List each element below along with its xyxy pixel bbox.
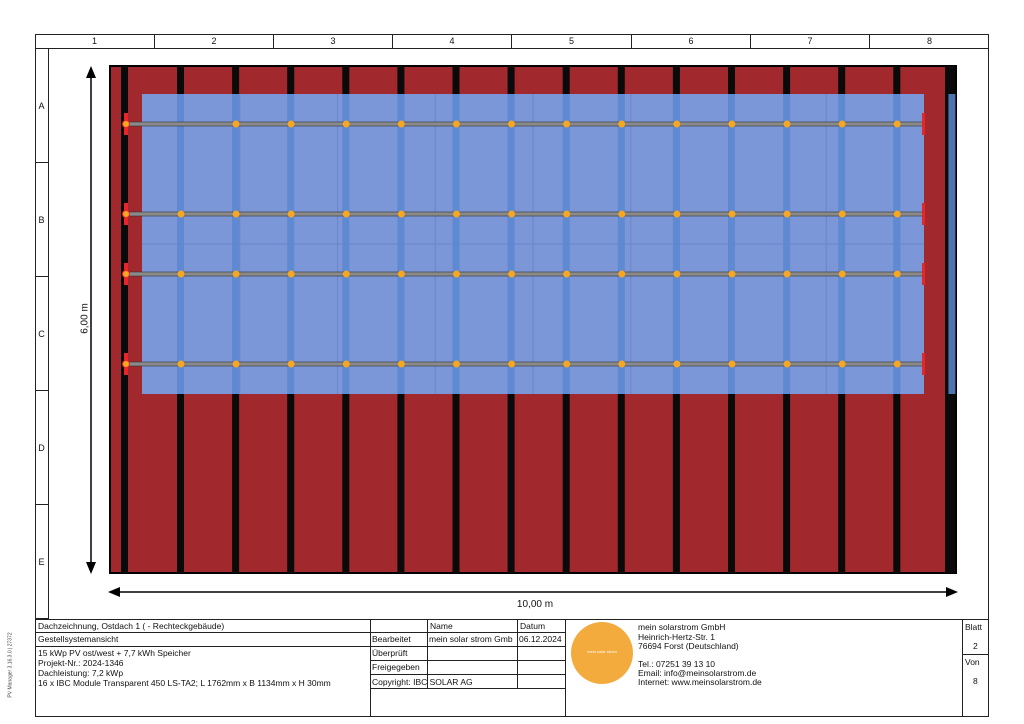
roof-hook — [343, 271, 350, 278]
project-line-4: 16 x IBC Module Transparent 450 LS-TA2; L 1762mm x B 1134mm x H 30mm — [38, 678, 331, 688]
column-header-4: 4 — [393, 34, 512, 49]
rafter-overlay — [453, 94, 460, 394]
rafter-overlay — [342, 94, 349, 394]
roof-hook — [288, 121, 295, 128]
roof-hook — [839, 211, 846, 218]
roof-hook — [233, 211, 240, 218]
column-header-7: 7 — [751, 34, 870, 49]
roof-hook — [784, 121, 791, 128]
roof-hook — [233, 361, 240, 368]
row-edited-label: Bearbeitet — [372, 634, 411, 644]
project-line-1: 15 kWp PV ost/west + 7,7 kWh Speicher — [38, 648, 191, 658]
rail-end-clamp — [922, 113, 925, 135]
roof-hook — [123, 121, 130, 128]
row-header-b: B — [35, 163, 49, 277]
edited-name: mein solar strom Gmb — [429, 634, 513, 644]
roof-hook — [343, 121, 350, 128]
column-header-2: 2 — [155, 34, 274, 49]
company-name: mein solarstrom GmbH — [638, 622, 726, 632]
rail-end-clamp — [922, 203, 925, 225]
column-header-5: 5 — [512, 34, 632, 49]
mounting-rail — [124, 362, 924, 366]
roof-hook — [178, 271, 185, 278]
rafter-overlay — [838, 94, 845, 394]
roof-hook — [398, 211, 405, 218]
sheet-label: Blatt — [965, 622, 983, 632]
rafter-overlay — [618, 94, 625, 394]
roof-hook — [673, 271, 680, 278]
roof-hook — [563, 121, 570, 128]
roof-hook — [729, 361, 736, 368]
rafter-overlay — [563, 94, 570, 394]
roof-hook — [453, 361, 460, 368]
view-name: Gestellsystemansicht — [38, 634, 119, 644]
roof-hook — [839, 121, 846, 128]
roof-hook — [453, 211, 460, 218]
roof-hook — [618, 271, 625, 278]
row-header-e: E — [35, 505, 49, 619]
mounting-rail — [124, 212, 924, 216]
roof-hook — [123, 211, 130, 218]
company-email: Email: info@meinsolarstrom.de — [638, 668, 757, 678]
rafter-overlay — [893, 94, 900, 394]
roof-hook — [618, 361, 625, 368]
roof-hook — [784, 211, 791, 218]
mounting-rail — [124, 122, 924, 126]
roof-hook — [839, 361, 846, 368]
roof-hook — [894, 271, 901, 278]
roof-hook — [453, 121, 460, 128]
company-city: 76694 Forst (Deutschland) — [638, 641, 739, 651]
row-header-a: A — [35, 49, 49, 163]
row-header-c: C — [35, 277, 49, 391]
column-header-6: 6 — [632, 34, 751, 49]
row-checked-label: Überprüft — [372, 648, 408, 658]
rafter-overlay — [287, 94, 294, 394]
roof-hook — [178, 361, 185, 368]
rail-end-clamp — [922, 263, 925, 285]
roof-hook — [673, 361, 680, 368]
roof-hook — [728, 121, 735, 128]
roof-hook — [894, 121, 901, 128]
roof-hook — [288, 361, 295, 368]
company-street: Heinrich-Hertz-Str. 1 — [638, 632, 715, 642]
roof-hook — [398, 361, 405, 368]
row-released-label: Freigegeben — [372, 662, 420, 672]
roof-hook — [784, 361, 791, 368]
roof-hook — [398, 271, 405, 278]
column-header-3: 3 — [274, 34, 393, 49]
roof-hook — [563, 361, 570, 368]
roof-hook — [729, 211, 736, 218]
rafter-overlay — [397, 94, 404, 394]
roof-hook — [508, 121, 515, 128]
company-web: Internet: www.meinsolarstrom.de — [638, 677, 762, 687]
rafter-overlay — [673, 94, 680, 394]
col-name-label: Name — [430, 621, 453, 631]
mounting-rail — [124, 272, 924, 276]
column-header-1: 1 — [35, 34, 155, 49]
roof-hook — [563, 211, 570, 218]
copyright: Copyright: IBC SOLAR AG — [372, 677, 473, 687]
roof-hook — [123, 271, 130, 278]
roof-hook — [673, 211, 680, 218]
roof-hook — [894, 361, 901, 368]
rafter-overlay — [232, 94, 239, 394]
edited-date: 06.12.2024 — [519, 634, 562, 644]
roof-hook — [618, 211, 625, 218]
roof-hook — [729, 271, 736, 278]
roof-hook — [784, 271, 791, 278]
rafter-overlay — [948, 94, 955, 394]
rafter-overlay — [728, 94, 735, 394]
module-field — [142, 94, 955, 394]
company-phone: Tel.: 07251 39 13 10 — [638, 659, 716, 669]
rafter-overlay — [508, 94, 515, 394]
side-note: PV Manager 3.16.3.0 | 27372 — [7, 632, 14, 698]
roof-hook — [233, 121, 240, 128]
roof-hook — [288, 271, 295, 278]
roof-hook — [343, 211, 350, 218]
company-logo — [571, 622, 633, 684]
roof-hook — [673, 121, 680, 128]
height-dimension-label: 6,00 m — [79, 303, 91, 334]
project-line-2: Projekt-Nr.: 2024-1346 — [38, 658, 124, 668]
rail-end-clamp — [922, 353, 925, 375]
roof-hook — [343, 361, 350, 368]
drawing-title: Dachzeichnung, Ostdach 1 ( - Rechteckgebäude) — [38, 621, 225, 631]
roof-hook — [508, 211, 515, 218]
roof-hook — [508, 361, 515, 368]
rafter — [121, 66, 128, 573]
roof-hook — [178, 211, 185, 218]
logo-text: mein solar strom — [587, 649, 617, 654]
roof-hook — [563, 271, 570, 278]
width-dimension-label: 10,00 m — [516, 599, 554, 610]
rafter-overlay — [783, 94, 790, 394]
of-value: 8 — [973, 676, 978, 686]
column-header-8: 8 — [870, 34, 989, 49]
roof-hook — [453, 271, 460, 278]
sheet-value: 2 — [973, 641, 978, 651]
roof-hook — [508, 271, 515, 278]
roof-hook — [233, 271, 240, 278]
rafter-overlay — [177, 94, 184, 394]
roof-hook — [894, 211, 901, 218]
roof-hook — [398, 121, 405, 128]
roof-hook — [618, 121, 625, 128]
roof-hook — [288, 211, 295, 218]
row-header-d: D — [35, 391, 49, 505]
project-line-3: Dachleistung: 7,2 kWp — [38, 668, 124, 678]
roof-hook — [123, 361, 130, 368]
of-label: Von — [965, 657, 980, 667]
col-date-label: Datum — [520, 621, 546, 631]
roof-hook — [839, 271, 846, 278]
